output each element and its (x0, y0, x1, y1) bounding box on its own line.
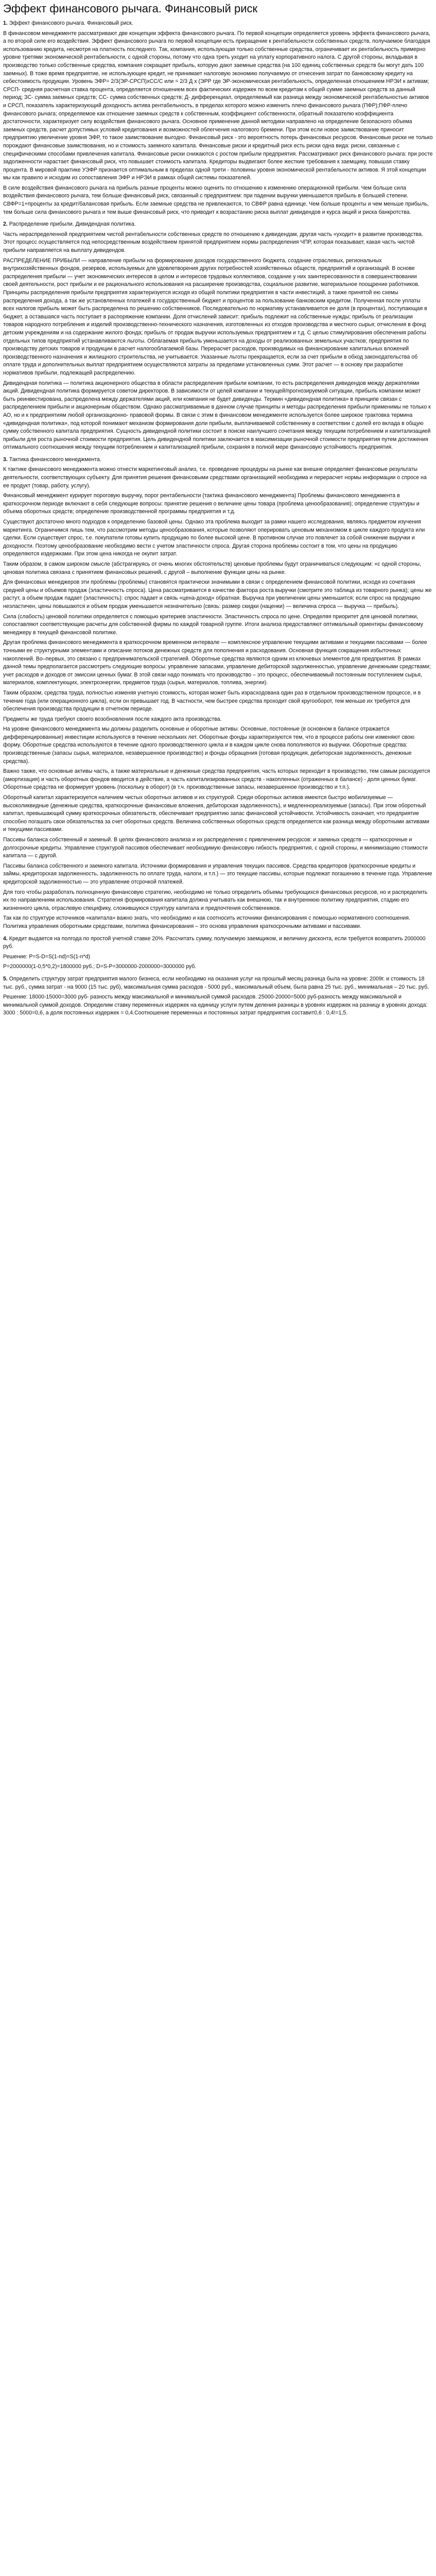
section-5-title: Определить структуру затрат предприятия малого бизнеса, если необходимо на оказания услуг на прошлый месяц разница была на уровне: 2009г. и стоимость 18 тыс. руб., сумма затрат - на 9000 (15 тыс. руб), максимальная сумма расходов - 5000 руб., максимальный объем, была равна 25 тыс. руб., минимальная – 20 тыс. руб. (3, 975, 429, 990)
section-2-heading (3, 221, 433, 229)
section-4-paragraph: P=2000000(1-0,5*0,2)=1800000 руб.; D=S-P=3000000-2000000=3000000 руб. (3, 963, 197, 970)
section-1-title: Эффект финансового рычага. Финансовый риск. (9, 20, 133, 26)
section-3-paragraph: Финансовый менеджмент курирует пороговую выручку, порог рентабельности (тактика финансового менеджмента) Проблемы финансового менеджмента в краткосрочном периоде включают в себя следующие вопросы: принятие решения о величине цены товара (проблема ценообразования); определение структуры и объема оборотных средств; определение производственной программы предприятия и т.д. (3, 493, 420, 515)
section-3-paragraph: Таким образом, в самом широком смысле (абстрагируясь от очень многих обстоятельств) ценовые проблемы будут ограничиваться следующим: «с одной стороны, ценовая политика связана с принятием финансовых решений, с другой – выполнение функции цены на рынке. (3, 561, 422, 575)
section-3-paragraph: Пассивы баланса собственный и заемный. В целях финансового анализа и их распределения с привлечением ресурсов: и заемных средств — краткосрочные и долгосрочные кредиты. Управление структурой пассивов обеспечивает необходимую финансовую гибкость предприятия, с одной стороны, и минимизацию стоимости капитала — с другой. (3, 837, 428, 859)
section-3-paragraph: Пассивы баланса собственного и заемного капитала. Источники формирования и управления текущих пассивов. Средства кредиторов (краткосрочные кредиты и займы, кредиторская задолженность, задолженность по оплате труда, налоги, и т.п.) — это текущие пассивы, которые подлежат погашению в течение года. Управление кредиторской задолженностью — это управление отсрочкой платежей. (3, 862, 432, 885)
section-2-paragraph: Дивидендная политика — политика акционерного общества в области распределения прибыли компании, то есть распределения дивидендов между держателями акций. Дивидендная политика формируется советом директоров. В зависимости от целей компании и текущей/прогнозируемой ситуации, прибыль компании может быть реинвестирована, распределена между держателями акций, или компания не будет дивиденды. Термин «дивидендная политика» в принципе связан с распределением прибыли и акционерным обществом. Однако рассматриваемые в данном случае принципы и методы распределения прибыли применимы не только к АО, но и к предприятиям любой организационно- правовой формы. В связи с этим в финансовом менеджменте используется более широкое трактовка термина «дивидендная политика», под которой понимают механизм формирования доли прибыли, выплачиваемой собственнику в соответствии с долей его вклада в общую сумму собственного капитала предприятия. Сущность дивидендной политики состоит в поиске наилучшего сочетания между текущим потреблением и капитализацией прибыли для роста рыночной стоимости предприятия. Цель дивидендной политики заключается в максимизации рыночной стоимости предприятия путем достижения оптимального соотношения между текущим потреблением и капитализацией прибыли, сохраняя в полной мере финансовую устойчивость предприятия. (3, 380, 431, 451)
section-3-paragraph: Для финансовых менеджеров эти проблемы (проблемы) становятся практически значимыми в связи с определением финансовой политики, исходя из сочетания средней цены и объемов продаж (эластичность спроса). Цена рассматривается в качестве фактора роста выручки (смотрите это таблица из товарного рынка); цены же растут, а объем продаж падает (эластичность): спрос падает и связь «цена-доход» обратная. Выручка при увеличении цены уменьшится; если спрос на продукцию неэластичен, цены повышаются и объем продаж уменьшается незначительно (связь: размер скидки (наценки) — величина спроса — выручка — прибыль). (3, 579, 432, 609)
section-2-paragraph: Часть нераспределенной предприятием чистой рентабельности собственных средств по отношению к дивидендам, другая часть «уходит» в развитие производства. Этот процесс осуществляется под непосредственным воздействием принятой предприятием нормы распределения ЧПР, которая показывает, какая часть чистой прибыли направляется на выплату дивидендов. (3, 231, 424, 254)
section-3-heading (3, 456, 433, 464)
section-4-heading (3, 935, 433, 951)
section-3-number: 3. (3, 456, 8, 463)
section-3-paragraph: Для того чтобы разработать полноценную финансовую стратегию, необходимо не только определить объемы требующихся финансовых ресурсов, но и распределить их по направлениям использования. Стратегия формирования капитала должна учитывать как внешнюю, так и внутреннюю политику предприятия, стадию его жизненного цикла, отраслевую специфику, сложившуюся структуру капитала и предпочтения собственников. (3, 889, 428, 911)
section-3-paragraph: Сила (слабость) ценовой политики определяется с помощью критериев эластичности. Эластичность спроса по цене. Определяя приоритет для ценовой политики, сопоставляют соответствующие расчеты для собственной фирмы по каждой товарной группе. Итоги анализа предоставляют оптимальный ориентиры финансовому менеджеру в текущей финансовой политике. (3, 613, 424, 636)
section-4-title: Кредит выдается на полгода по простой учетной ставке 20%. Рассчитать сумму, получаемую заемщиком, и величину дисконта, если требуется возвратить 2000000 руб. (3, 935, 426, 950)
section-2-paragraph: РАСПРЕДЕЛЕНИЕ ПРИБЫЛИ — направление прибыли на формирование доходов государственного бюджета, создание отраслевых, региональных внутрихозяйственных фондов, резервов, используемых для удовлетворения других потребностей хозяйственных обществ, предприятий и организаций. В основе распределения прибыли — учет экономических интересов в целом и интересов трудовых коллективов, создание у них заинтересованности в совершенствовании своей деятельности, рост прибыли и ее рационального использования на расширение производства, социальное развитие, материальное поощрение работников. Принципы распределения прибыли предприятия характеризуется исходя из общей политики предприятия в части инвестиций, а также принятой ею схемы распределения дохода, а так же установленных платежей в государственный бюджет и процентов за пользование банковским кредитом. Полученная после уплаты всех налогов прибыль может быть распределена по решению собственников. Последовательно по нормативу устанавливается ее доля (в процентах), поступающая в бюджет, а оставшаяся часть поступает в распоряжение компании. Доля отчислений зависит: прибыль подлежит на собственные нужды; прибыль от реализации товаров народного потребления и изделий производственно-технического назначения, изготовленных из отходов производства и местного сырья; отчисления в фонд детским учреждениям и на содержание жилого фонда; прибыль от продаж выручки используемых предприятием и т.д. С целью стимулирования обеспечения работы отдельных типов предприятий устанавливаются льготы. Облагаемая прибыль уменьшается на доходы от реализованных земельных участков; предприятия по производству детских товаров и продукции в расчет налогооблагаемой базы. Перерасчет расходов, производимых на финансирование капитальных вложений производственного назначения и жилищного строительства, не учитывается. Указанные льготы прекращается, если за счет прибыли в обход законодательства об оплате труда и дополнительных выплат предприятием осуществляются затраты за пределами установленных сумм. Этот расчет — в основу при разработке нормативов прибыли, подлежащей распределению. (3, 257, 427, 376)
section-3-paragraph: Таким образом, средства труда, полностью изменяя учетную стоимость, которая может быть израсходована один раз в отдельном производственном процессе, и в течение года (или операционного цикла), если он превышает год. В частности, чем быстрее средства проходит свой кругооборот, тем меньше их требуется для обеспечения производства продукции в отчетном периоде. (3, 689, 421, 713)
section-3-paragraph: Существуют достаточно много подходов к определению базовой цены. Однако эта проблема выходит за рамки нашего исследования, являясь предметом изучения маркетинга. Ограничимся лишь тем, что рассмотрим методы ценообразования, которые позволяют оперировать ценовым механизмом в цикле каждого продукта или сделки. Если существует спрос, т.е. покупатели готовы купить продукцию по более высокой цене. В противном случае это повлечет за собой снижение выручки и доходности. Поэтому ценообразование необходимо вести с учетом эластичности спроса. Другая сторона проблемы состоит в том, что цены на продукцию определяются издержками. При этом цена никогда не окупит затрат. (3, 519, 425, 557)
section-2-number: 2. (3, 221, 8, 228)
section-1-heading (3, 20, 433, 28)
section-5-number: 5. (3, 975, 8, 982)
section-1-paragraph: В финансовом менеджменте рассматривают две концепции эффекта финансового рычага. По первой концепции определяется уровень эффекта финансового рычага, а по второй силе его воздействия. Эффект финансового рычага по первой концепции есть приращение к рентабельности собственных средств, получаемое благодаря использованию кредита, несмотря на платность последнего. Так, компания, использующая только собственные средства, ограничивает их рентабельность примерно уровне третями экономической рентабельности, с одной стороны, потому что одна треть уходит на уплату корпоративного налога. С другой стороны, вкладывая в производство только собственные средства, компания сокращает прибыль, которую дают заемные средства (на 100 единиц собственных средств бы могут дать 100 заемных). В тоже время предприятие, не использующее кредит, не принимает налоговую экономию получаемую от отнесения затрат по банковскому кредиту на себестоимость продукции. Уровень ЭФР= 2/3(ЭР-СРСП)хСС/С или = 2/3 Д х (ЭРР где ЭР-экономическая рентабельность, определенная отношением НРЭИ к активам; СРСП- средняя расчетная ставка процента, определяется отношением всех фактических издержек по всем кредитам к общей сумме заемных средств за данный период; ЗС- сумма заемных средств; СС- сумма собственных средств; Д- дифференциал, определяемый как разница между экономической рентабельностью активов и СРСП, показатель характеризующий доходность актива рентабельность, в пределах которого можно изменить плечо финансового рычага (ПФР);ПФР-плечо финансового рычага; определяемое как отношение заемных средств к собственным, коэффициент собственности, обратный показателю коэффициента достаточности, характеризует силу воздействия финансового рычага. Основное применение данной методики направлено на определение безопасного объема заемных средств, расчет допустимых условий кредитования и возможностей облегчения налогового бремени. При этом если новое заимствование приносит предприятию увеличение уровня ЭФР, то такое заимствование выгодно. Финансовый риск - это вероятность потерь финансовых ресурсов. Финансовые риски не только порождают финансовые заимствования, но и стоимость заемного капитала. Финансовые риски и кредитный риск есть риски одна вида: риски, связанные с специфическими способами привлечения капитала. Финансовые риски снижаются с ростом прибыли предприятия. Рассматривают риск финансового рычага: при росте задолженности нарастает финансовый риск, что повышает стоимость капитала. Кредиторы выдвигают более жесткие требования к заемщику, повышая ставку процента. В мировой практике УЭФР признается оптимальным в пределах одной трети - половины уровня экономической рентабельности активов. Я этой концепции мы как правило и исходим из сопоставления ЭФР и НРЭИ в рамках общей системы показателей. (3, 30, 433, 181)
page-title: Эффект финансового рычага. Финансовый риск (3, 2, 258, 15)
section-3-paragraph: Предметы же труда требуют своего возобновления после каждого акта производства. (3, 716, 222, 722)
section-5-heading (3, 975, 433, 991)
section-4-paragraph: Решение: P=S-D=S(1-nd)=S(1-n*d) (3, 953, 91, 960)
section-3-paragraph: Оборотный капитал характеризуется наличием чистых оборотных активов и их структурой. Среди оборотных активов имеются быстро мобилизуемые — высоколиквидные (денежные средства, краткосрочные финансовые вложения, дебиторская задолженность), и медленнореализуемые (запасы). При этом оборотный капитал, превышающий сумму краткосрочных обязательств, обеспечивает предприятию запас финансовой устойчивости. Устойчивость означает, что предприятие способно погашать свои обязательства за счет оборотных средств. Величина собственных оборотных средств определяется как разница между оборотными активами и текущими пассивами. (3, 794, 429, 833)
section-4-number: 4. (3, 935, 8, 942)
section-3-paragraph: Так как по структуре источников «капитала» важно знать, что необходимо и как соотносить источники финансирования с помощью нормативного соотношения. Политика управления оборотными средствами, политика финансирования – это основа управления краткосрочными активами и пассивами. (3, 915, 410, 929)
section-3-paragraph: Важно также, что основные активы часть, а также материальные и денежные средства предприятия, часть которых переходит в производство, тем самым расходуется (амортизация) и часть оборотных фондов вводится в действие, а часть капитализированных средств - накопленных (отраженных в балансе) - доля ценных бумаг. Оборотные средства не формирует уровень (поскольку в оборот) (в т.ч. производственные запасы, незавершенное производство и т.п.). (3, 768, 430, 791)
section-1-paragraph: В силе воздействия финансового рычага на прибыль разные проценты можно оценить по отношению к изменению операционной прибыли. Чем больше сила воздействия финансового рычага, тем больше финансовый риск, связанный с предприятием: при падении выручки уменьшается прибыль в большей степени. СВФР=1+проценты за кредит/балансовая прибыль. Если заемные средства не привлекаются, то СВФР равна единице. Чем больше проценты и чем меньше прибыль, тем больше сила финансового рычага и тем выше финансовый риск, что приводит к возрастанию риска выплат дивидендов и курса акций и риска банкротства. (3, 184, 429, 215)
section-3-paragraph: На уровне финансового менеджмента мы должны разделить основные и оборотные активы. Основные, постоянные (в основном в балансе отражается дифференцированные) инвестиции используются в течение нескольких лет. Оборотные фонды характеризуются тем, что в процессе работы они изменяют свою форму. Оборотные средства используются в течение одного производственного цикла и в каждом цикле снова пополняются из выручки. Оборотные средства: производственные (запасы сырья, материалов, незавершенное производство) и фонды обращения (готовая продукция, дебиторская задолженность, денежные средства). (3, 726, 414, 765)
section-5-paragraph: Решение: 18000-15000=3000 руб- разность между максимальной и минимальной суммой расходов. 25000-20000=5000 руб-разность между максимальной и минимальной суммой доходов. Определим ставку переменных издержек на единицу услуги путем деления разницы в уровнях издержек на разницу в уровнях дохода: 3000 : 5000=0,6, а доля постоянных издержек = 0,4.Соотношение переменных и постоянных затрат предприятия составит0,6 : 0,4!=1,5. (3, 994, 428, 1016)
section-1-number: 1. (3, 20, 8, 26)
section-3-paragraph: К тактике финансового менеджмента можно отнести маркетинговый анализ, т.е. проведение процедуры на рынке как внешне определяет финансовые результаты деятельности, соответствующих субъекту. Для принятия решения финансовыми средствами организацией необходима и перерасчет нормы информации о спросе на ее продукт (товар, работу, услугу). (3, 466, 427, 489)
section-3-title: Тактика финансового менеджмента. (9, 456, 101, 463)
document-body (3, 20, 433, 1018)
section-2-title: Распределение прибыли. Дивидендная политика. (9, 221, 136, 228)
section-3-paragraph: Другая проблема финансового менеджмента в краткосрочном временном интервале — комплексное управление текущими активами и текущими пассивами — более точными ее структурными элементами и описание потоков денежных средств для пополнения и расходования. Основная функция сокращения избыточных накоплений. Во–первых, это связано с предпринимательской стратегией. Оборотные средства являются одним из ключевых элементов для предприятия. В рамках данной темы предполагается рассмотреть следующие вопросы: управление запасами, управление дебиторской задолженностью, управление денежными средствами; учет расходов и доходов от эмиссии ценных бумаг. В этой связи надо понимать что производство – это процесс, обеспечиваемый постоянным поступлением сырья, материалов, комплектующих, электроэнергии, предметов труда (сырья, материалов, топлива, энергии). (3, 639, 431, 686)
